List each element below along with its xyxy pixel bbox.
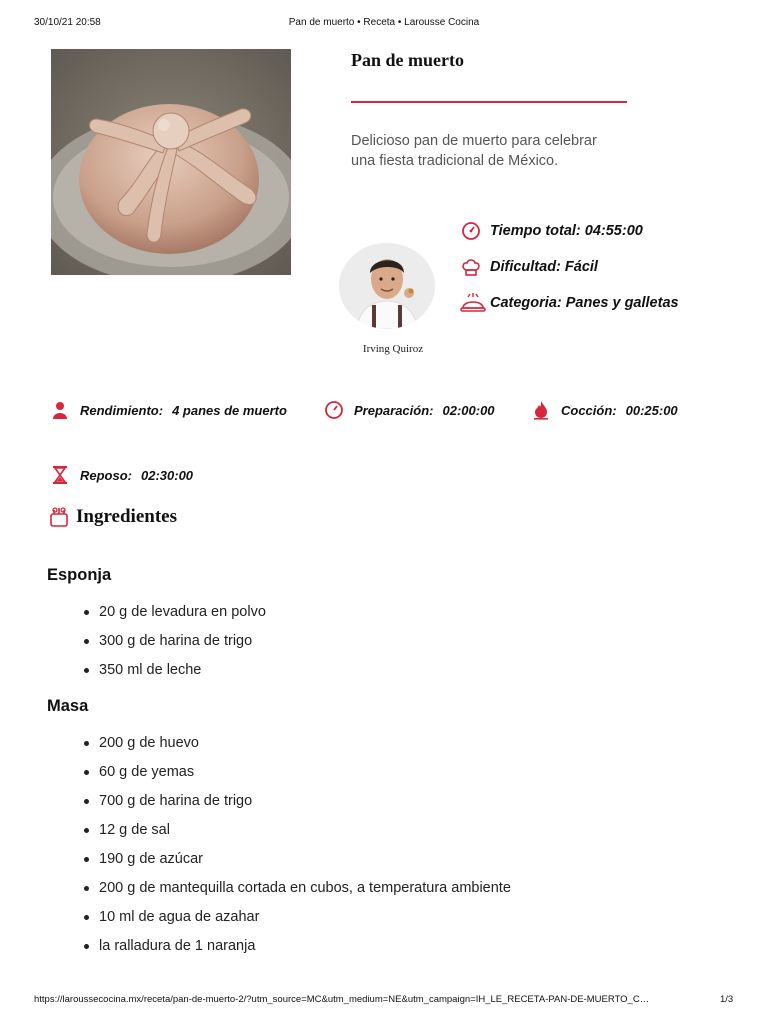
prep-label: Preparación: [354, 402, 434, 418]
list-item: 12 g de sal [82, 821, 511, 850]
person-icon [50, 400, 70, 420]
clock-icon [460, 220, 484, 242]
description-line-1: Delicioso pan de muerto para celebrar [351, 133, 597, 149]
list-item: 300 g de harina de trigo [82, 632, 266, 661]
recipe-description [351, 132, 651, 171]
platter-icon [460, 292, 484, 314]
category-text: Categoria: Panes y galletas [490, 295, 679, 311]
rest-value: 02:30:00 [141, 467, 194, 483]
ingredients-title: Ingredientes [76, 506, 177, 527]
meta-difficulty [460, 256, 598, 278]
meta-category [460, 292, 679, 314]
chef-avatar [339, 243, 435, 329]
group-heading-masa: Masa [47, 697, 89, 715]
stat-cooking [531, 400, 678, 420]
print-page-number: 1/3 [720, 994, 734, 1005]
total-time-text: Tiempo total: 04:55:00 [490, 223, 643, 239]
basket-icon [49, 506, 71, 528]
list-item: 190 g de azúcar [82, 850, 511, 879]
list-item: la ralladura de 1 naranja [82, 937, 511, 966]
difficulty-text: Dificultad: Fácil [490, 259, 598, 275]
recipe-title: Pan de muerto [351, 50, 464, 70]
chef-hat-icon [460, 256, 484, 278]
flame-icon [531, 400, 551, 420]
group-heading-esponja: Esponja [47, 566, 112, 584]
list-item: 60 g de yemas [82, 763, 511, 792]
yield-value: 4 panes de muerto [172, 402, 287, 418]
list-item: 700 g de harina de trigo [82, 792, 511, 821]
cook-label: Cocción: [561, 402, 617, 418]
list-item: 20 g de levadura en polvo [82, 603, 266, 632]
meta-total-time [460, 220, 643, 242]
clock-icon [324, 400, 344, 420]
stat-preparation [324, 400, 495, 420]
print-page-title: Pan de muerto • Receta • Larousse Cocina [288, 17, 480, 28]
chef-name: Irving Quiroz [362, 343, 424, 355]
yield-label: Rendimiento: [80, 402, 164, 418]
list-item: 200 g de mantequilla cortada en cubos, a temperatura ambiente [82, 879, 511, 908]
print-url[interactable]: https://laroussecocina.mx/receta/pan-de-muerto-2/?utm_source=MC&utm_medium=NE&utm_campaign=IH_LE_RECETA-PAN-DE-MUERTO_C… [34, 994, 650, 1005]
print-datetime: 30/10/21 20:58 [34, 17, 101, 28]
prep-value: 02:00:00 [442, 402, 495, 418]
hourglass-icon [50, 465, 70, 485]
stat-rest [50, 465, 193, 485]
ingredient-list-esponja [82, 603, 266, 690]
recipe-photo [51, 49, 291, 275]
rest-label: Reposo: [80, 467, 132, 483]
list-item: 200 g de huevo [82, 734, 511, 763]
cook-value: 00:25:00 [625, 402, 678, 418]
list-item: 10 ml de agua de azahar [82, 908, 511, 937]
stat-yield [50, 400, 287, 420]
ingredients-heading [49, 506, 177, 528]
list-item: 350 ml de leche [82, 661, 266, 690]
ingredient-list-masa [82, 734, 511, 966]
description-line-2: una fiesta tradicional de México. [351, 152, 559, 169]
title-underline [351, 101, 627, 103]
